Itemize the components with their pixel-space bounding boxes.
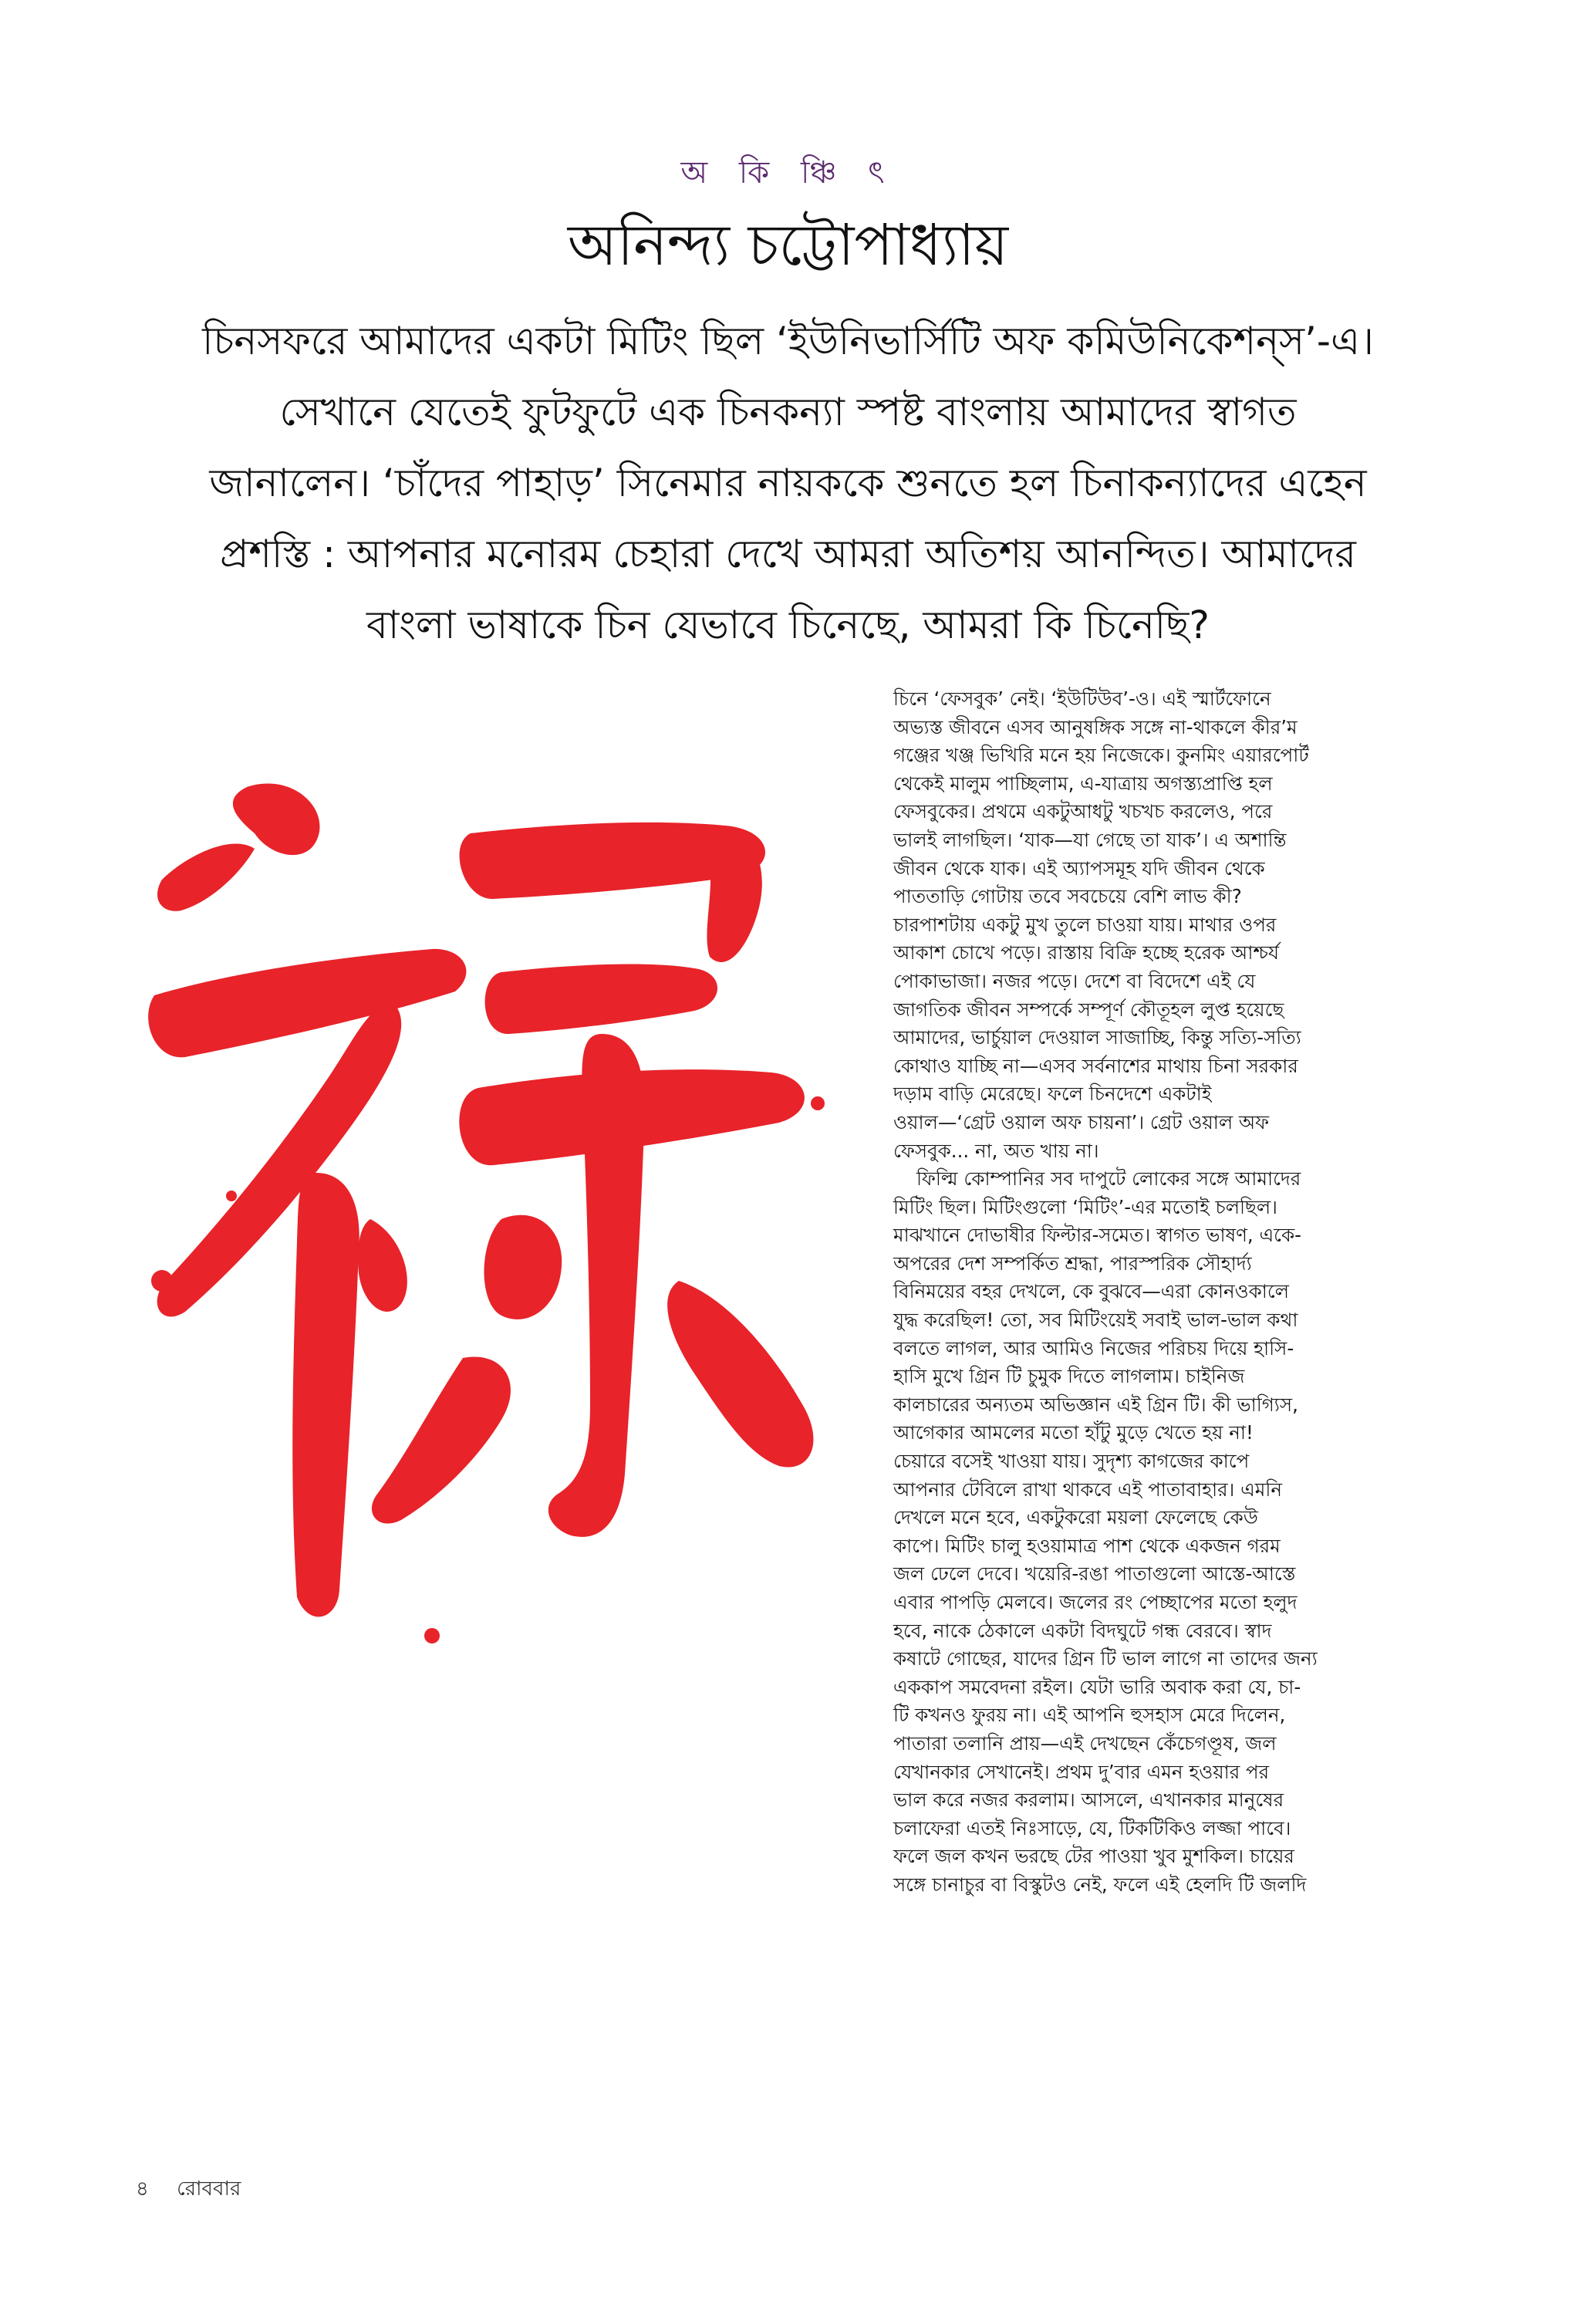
intro-line: প্রশস্তি : আপনার মনোরম চেহারা দেখে আমরা অতিশয় আনন্দিত। আমাদের xyxy=(220,532,1356,576)
article-line: ফিল্মি কোম্পানির সব দাপুটে লোকের সঙ্গে আমাদের xyxy=(916,1167,1301,1191)
intro-line: বাংলা ভাষাকে চিন যেভাবে চিনেছে, আমরা কি চিনেছি? xyxy=(366,603,1210,647)
intro-line: জানালেন। ‘চাঁদের পাহাড়’ সিনেমার নায়ককে শুনতে হল চিনাকন্যাদের এহেন xyxy=(209,461,1367,505)
article-line: অপরের দেশ সম্পর্কিত শ্রদ্ধা, পারস্পরিক সৌহার্দ্য xyxy=(893,1252,1252,1275)
article-line: কাপে। মিটিং চালু হওয়ামাত্র পাশ থেকে একজন গরম xyxy=(893,1534,1281,1557)
article-line: জাগতিক জীবন সম্পর্কে সম্পূর্ণ কৌতূহল লুপ্ত হয়েছে xyxy=(893,998,1284,1021)
article-line: ভালই লাগছিল। ‘যাক—যা গেছে তা যাক’। এ অশান্তি xyxy=(893,828,1287,851)
article-line: যেখানকার সেখানেই। প্রথম দু’বার এমন হওয়ার পর xyxy=(893,1760,1270,1783)
article-line: কষাটে গোছের, যাদের গ্রিন টি ভাল লাগে না তাদের জন্য xyxy=(893,1647,1318,1670)
article-line: হবে, নাকে ঠেকালে একটা বিদঘুটে গন্ধ বেরবে। স্বাদ xyxy=(893,1619,1272,1642)
article-line: ফেসবুকের। প্রথমে একটুআধটু খচখচ করলেও, পরে xyxy=(893,800,1273,823)
article-line: মাঝখানে দোভাষীর ফিল্টার-সমেত। স্বাগত ভাষণ, একে- xyxy=(893,1224,1301,1247)
article-line: হাসি মুখে গ্রিন টি চুমুক দিতে লাগলাম। চাইনিজ xyxy=(893,1365,1245,1388)
article-line: ফলে জল কখন ভরছে টের পাওয়া খুব মুশকিল। চায়ের xyxy=(893,1845,1294,1868)
intro-line: চিনসফরে আমাদের একটা মিটিং ছিল ‘ইউনিভার্সিটি অফ কমিউনিকেশন্‌স’-এ। xyxy=(202,319,1374,363)
column-name: অ কি ঞ্চি ৎ xyxy=(680,155,896,191)
page-number: ৪ xyxy=(136,2177,149,2201)
article-line: বিনিময়ের বহর দেখলে, কে বুঝবে—এরা কোনওকালে xyxy=(893,1280,1289,1303)
article-line: অভ্যস্ত জীবনে এসব আনুষঙ্গিক সঙ্গে না-থাকলে কীর’ম xyxy=(893,715,1298,738)
article-line: চারপাশটায় একটু মুখ তুলে চাওয়া যায়। মাথার ওপর xyxy=(893,913,1277,936)
article-line: বলতে লাগল, আর আমিও নিজের পরিচয় দিয়ে হাসি- xyxy=(893,1336,1294,1360)
article-line: কোথাও যাচ্ছি না—এসব সর্বনাশের মাথায় চিনা সরকার xyxy=(893,1054,1298,1077)
article-line: টি কখনও ফুরয় না। এই আপনি হুসহাস মেরে দিলেন, xyxy=(893,1704,1286,1727)
article-line: যুদ্ধ করেছিল! তো, সব মিটিংয়েই সবাই ভাল-ভাল কথা xyxy=(893,1309,1298,1332)
author-name: অনিন্দ্য চট্টোপাধ্যায় xyxy=(567,212,1009,279)
brush-strokes xyxy=(148,783,825,1643)
article-line: পাতারা তলানি প্রায়—এই দেখছেন কেঁচেগণ্ডূষ, জল xyxy=(893,1731,1277,1755)
article-line: আপনার টেবিলে রাখা থাকবে এই পাতাবাহার। এমনি xyxy=(893,1478,1282,1501)
article-line: পাততাড়ি গোটায় তবে সবচেয়ে বেশি লাভ কী? xyxy=(893,885,1242,908)
article-line: দড়াম বাড়ি মেরেছে। ফলে চিনদেশে একটাই xyxy=(893,1083,1212,1106)
article-line: আগেকার আমলের মতো হাঁটু মুড়ে খেতে হয় না! xyxy=(893,1421,1254,1444)
calligraphy-character-image xyxy=(139,741,849,1667)
article-line: আমাদের, ভার্চুয়াল দেওয়াল সাজাচ্ছি, কিন্তু সত্যি-সত্যি xyxy=(893,1026,1301,1049)
article-line: এককাপ সমবেদনা রইল। যেটা ভারি অবাক করা যে, চা- xyxy=(893,1675,1301,1698)
article-line: ওয়াল—‘গ্রেট ওয়াল অফ চায়না’। গ্রেট ওয়াল অফ xyxy=(893,1110,1270,1133)
intro-text xyxy=(131,306,1445,660)
article-line: চেয়ারে বসেই খাওয়া যায়। সুদৃশ্য কাগজের কাপে xyxy=(893,1450,1250,1473)
article-line: জল ঢেলে দেবে। খয়েরি-রঙা পাতাগুলো আস্তে-আস্তে xyxy=(893,1562,1296,1586)
article-line: গঞ্জের খঞ্জ ভিখিরি মনে হয় নিজেকে। কুনমিং এয়ারপোর্ট xyxy=(893,744,1309,767)
article-line: এবার পাপড়ি মেলবে। জলের রং পেচ্ছাপের মতো হলুদ xyxy=(893,1591,1298,1613)
article-body xyxy=(893,685,1449,1900)
article-line: পোকাভাজা। নজর পড়ে। দেশে বা বিদেশে এই যে xyxy=(893,969,1256,992)
intro-line: সেখানে যেতেই ফুটফুটে এক চিনকন্যা স্পষ্ট বাংলায় আমাদের স্বাগত xyxy=(279,390,1297,434)
article-line: মিটিং ছিল। মিটিংগুলো ‘মিটিং’-এর মতোই চলছিল। xyxy=(893,1195,1277,1218)
article-line: জীবন থেকে যাক। এই অ্যাপসমূহ যদি জীবন থেকে xyxy=(893,856,1265,880)
article-line: আকাশ চোখে পড়ে। রাস্তায় বিক্রি হচ্ছে হরেক আশ্চর্য xyxy=(893,941,1280,964)
article-line: দেখলে মনে হবে, একটুকরো ময়লা ফেলেছে কেউ xyxy=(893,1506,1258,1529)
article-line: কালচারের অন্যতম অভিজ্ঞান এই গ্রিন টি। কী ভাগ্যিস, xyxy=(893,1393,1298,1416)
article-line: ফেসবুক... না, অত খায় না। xyxy=(893,1139,1099,1162)
article-line: সঙ্গে চানাচুর বা বিস্কুটও নেই, ফলে এই হেলদি টি জলদি xyxy=(893,1873,1307,1896)
article-line: ভাল করে নজর করলাম। আসলে, এখানকার মানুষের xyxy=(893,1789,1284,1812)
article-line: চিনে ‘ফেসবুক’ নেই। ‘ইউটিউব’-ও। এই স্মার্টফোনে xyxy=(893,687,1271,710)
page-footer xyxy=(136,2173,262,2207)
article-line: থেকেই মালুম পাচ্ছিলাম, এ-যাত্রায় অগস্ত্যপ্রাপ্তি হল xyxy=(893,772,1273,795)
article-line: চলাফেরা এতই নিঃসাড়ে, যে, টিকটিকিও লজ্জা পাবে। xyxy=(893,1816,1291,1839)
publication-name: রোববার xyxy=(177,2177,241,2201)
